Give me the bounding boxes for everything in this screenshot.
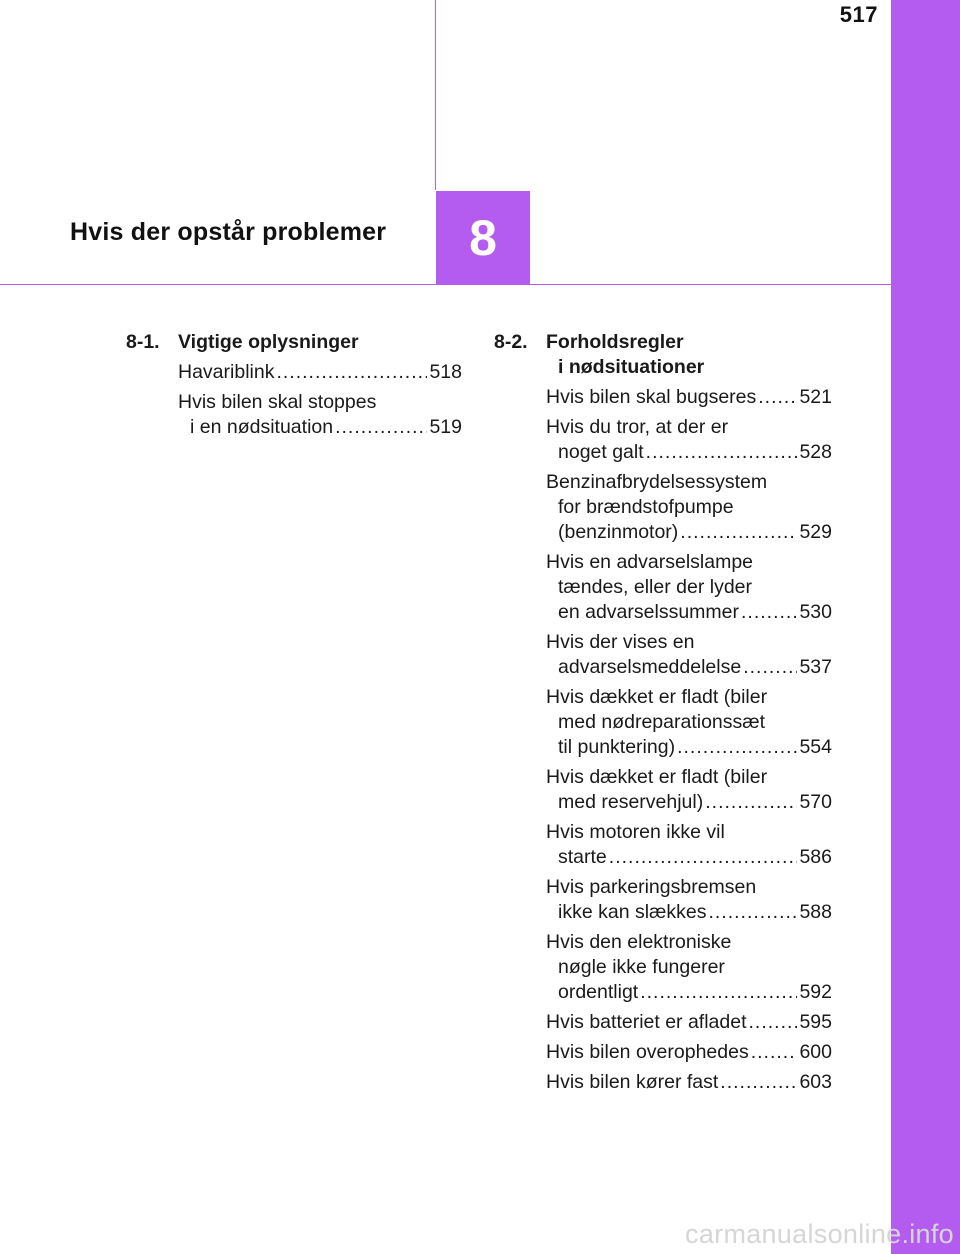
- toc-entry-text: for brændstofpumpe: [558, 496, 734, 518]
- dot-leader: [335, 415, 427, 440]
- toc-entry-text: noget galt: [558, 441, 644, 463]
- dot-leader: [640, 980, 797, 1005]
- toc-entry-text: ikke kan slækkes: [558, 901, 707, 923]
- section-title-line: Forholdsregler: [546, 331, 684, 353]
- toc-entry-text: Hvis der vises en: [546, 631, 695, 653]
- toc-entry[interactable]: [178, 360, 462, 385]
- toc-entry[interactable]: [546, 415, 832, 465]
- chapter-title: Hvis der opstår problemer: [70, 218, 387, 246]
- dot-leader: [758, 385, 797, 410]
- toc-entry-text: Hvis dækket er fladt (biler: [546, 766, 768, 788]
- toc-page-number: 600: [799, 1041, 832, 1063]
- page-number: 517: [839, 2, 878, 27]
- toc-page-number: 529: [799, 521, 832, 543]
- dot-leader: [751, 1040, 798, 1065]
- toc-entry-text: Hvis parkeringsbremsen: [546, 876, 757, 898]
- section-heading: [494, 330, 832, 380]
- toc-entry-text: starte: [558, 846, 607, 868]
- section-heading: [126, 330, 462, 355]
- chapter-side-tab: [891, 0, 960, 1254]
- toc-page-number: 586: [799, 846, 832, 868]
- toc-page-number: 528: [799, 441, 832, 463]
- dot-leader: [708, 900, 797, 925]
- section-number: 8-2.: [494, 331, 528, 353]
- toc-entry-text: Hvis den elektroniske: [546, 931, 732, 953]
- toc-entry-text: Hvis dækket er fladt (biler: [546, 686, 768, 708]
- toc-page-number: 595: [799, 1011, 832, 1033]
- section-number: 8-1.: [126, 331, 160, 353]
- toc-page-number: 588: [799, 901, 832, 923]
- toc-entry-text: Havariblink: [178, 361, 275, 383]
- toc-entry[interactable]: [546, 1010, 832, 1035]
- toc-page-number: 554: [799, 736, 832, 758]
- toc-list: [546, 385, 832, 1095]
- toc-entry-text: Benzinafbrydelsessystem: [546, 471, 768, 493]
- toc-page-number: 592: [799, 981, 832, 1003]
- toc-entry[interactable]: [546, 550, 832, 625]
- toc-section-8-2: [494, 330, 832, 1100]
- toc-entry[interactable]: [546, 875, 832, 925]
- toc-entry-text: Hvis du tror, at der er: [546, 416, 729, 438]
- toc-entry[interactable]: [546, 765, 832, 815]
- dot-leader: [749, 1010, 798, 1035]
- toc-entry-text: med nødreparationssæt: [558, 711, 766, 733]
- toc-entry[interactable]: [546, 930, 832, 1005]
- toc-page-number: 537: [799, 656, 832, 678]
- toc-entry-text: Hvis batteriet er afladet: [546, 1011, 747, 1033]
- dot-leader: [680, 520, 797, 545]
- toc-entry-text: Hvis bilen skal bugseres: [546, 386, 757, 408]
- toc-entry-text: Hvis motoren ikke vil: [546, 821, 725, 843]
- section-title-line: i nødsituationer: [558, 356, 705, 378]
- toc-entry-text: til punktering): [558, 736, 676, 758]
- dot-leader: [276, 360, 427, 385]
- toc-entry-text: tændes, eller der lyder: [558, 576, 753, 598]
- toc-entry-text: nøgle ikke fungerer: [558, 956, 725, 978]
- section-title: [178, 330, 462, 355]
- toc-page-number: 518: [429, 361, 462, 383]
- dot-leader: [609, 845, 798, 870]
- toc-entry[interactable]: [546, 1040, 832, 1065]
- toc-entry-text: (benzinmotor): [558, 521, 679, 543]
- toc-entry-text: Hvis bilen overophedes: [546, 1041, 749, 1063]
- toc-entry[interactable]: [546, 385, 832, 410]
- toc-entry-text: i en nødsituation: [190, 416, 334, 438]
- dot-leader: [646, 440, 798, 465]
- toc-entry-text: Hvis en advarselslampe: [546, 551, 754, 573]
- section-title: [546, 330, 832, 380]
- dot-leader: [677, 735, 797, 760]
- watermark: carmanualsonline.info: [685, 1219, 954, 1249]
- chapter-number-box: 8: [436, 191, 530, 284]
- section-title-line: Vigtige oplysninger: [178, 331, 359, 353]
- toc-entry-text: en advarselssummer: [558, 601, 739, 623]
- dot-leader: [705, 790, 797, 815]
- toc-section-8-1: [126, 330, 462, 445]
- dot-leader: [720, 1070, 797, 1095]
- toc-page-number: 603: [799, 1071, 832, 1093]
- header-divider: [0, 284, 891, 285]
- toc-entry-text: med reservehjul): [558, 791, 704, 813]
- toc-page-number: 519: [429, 416, 462, 438]
- toc-entry[interactable]: [546, 1070, 832, 1095]
- vertical-divider: [435, 0, 436, 190]
- toc-entry[interactable]: [546, 470, 832, 545]
- toc-entry-text: advarselsmeddelelse: [558, 656, 742, 678]
- toc-entry-text: ordentligt: [558, 981, 639, 1003]
- toc-entry[interactable]: [178, 390, 462, 440]
- dot-leader: [743, 655, 797, 680]
- toc-entry[interactable]: [546, 820, 832, 870]
- toc-entry[interactable]: [546, 630, 832, 680]
- toc-entry-text: Hvis bilen skal stoppes: [178, 391, 377, 413]
- toc-page-number: 570: [799, 791, 832, 813]
- toc-page-number: 530: [799, 601, 832, 623]
- toc-page-number: 521: [799, 386, 832, 408]
- dot-leader: [741, 600, 797, 625]
- toc-list: [178, 360, 462, 440]
- toc-entry[interactable]: [546, 685, 832, 760]
- toc-entry-text: Hvis bilen kører fast: [546, 1071, 719, 1093]
